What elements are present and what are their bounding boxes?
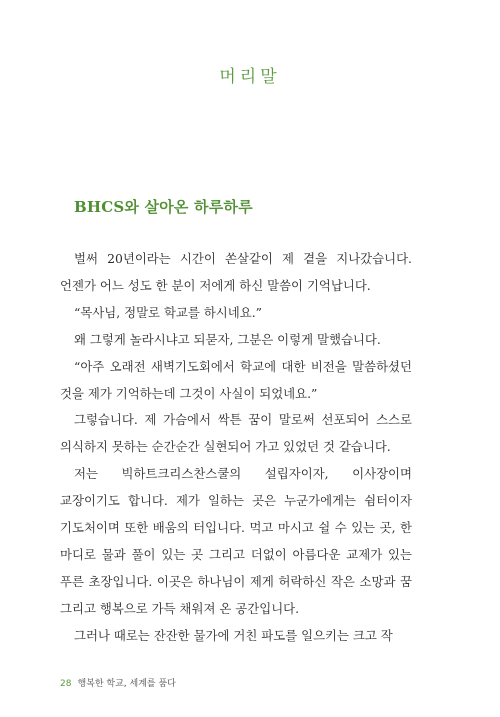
paragraph: 벌써 20년이라는 시간이 쏜살같이 제 곁을 지나갔습니다. 언젠가 어느 성도 한 분이 저에게 하신 말씀이 기억납니다. [60,251,412,293]
page-number: 28 [60,679,72,689]
chapter-title: 머리말 [219,67,281,87]
paragraph: “목사님, 정말로 학교를 하시네요.” [74,304,262,320]
paragraph: 그렇습니다. 제 가슴에서 싹튼 꿈이 말로써 선포되어 스스로 의식하지 못하는 순간순간 실현되어 가고 있었던 것 같습니다. [60,412,412,455]
page-footer [60,676,176,689]
section-heading: BHCS와 살아온 하루하루 [74,198,253,216]
paragraph: 저는 빅하트크리스찬스쿨의 설립자이자, 이사장이며 교장이기도 합니다. 제가 일하는 곳은 누군가에게는 쉼터이자 기도처이며 또한 배움의 터입니다. 먹고 마시고 쉴 수 있는 곳, 한 마디로 물과 풀이 있는 곳 그리고 더없이 아름다운 교제가 있는 푸른 초장입니다. 이곳은 하나님이 제게 허락하신 작은 소망과 꿈 그리고 행복으로 가득 채워져 온 공간입니다. [60,466,412,616]
paragraph: “아주 오래전 새벽기도회에서 학교에 대한 비전을 말씀하셨던 것을 제가 기억하는데 그것이 사실이 되었네요.” [60,358,412,401]
running-book-title: 행복한 학교, 세계를 품다 [77,679,176,689]
body-text [60,246,412,650]
paragraph: 왜 그렇게 놀라시냐고 되묻자, 그분은 이렇게 말했습니다. [74,331,381,347]
paragraph: 그러나 때로는 잔잔한 물가에 거친 파도를 일으키는 크고 작 [74,627,393,643]
